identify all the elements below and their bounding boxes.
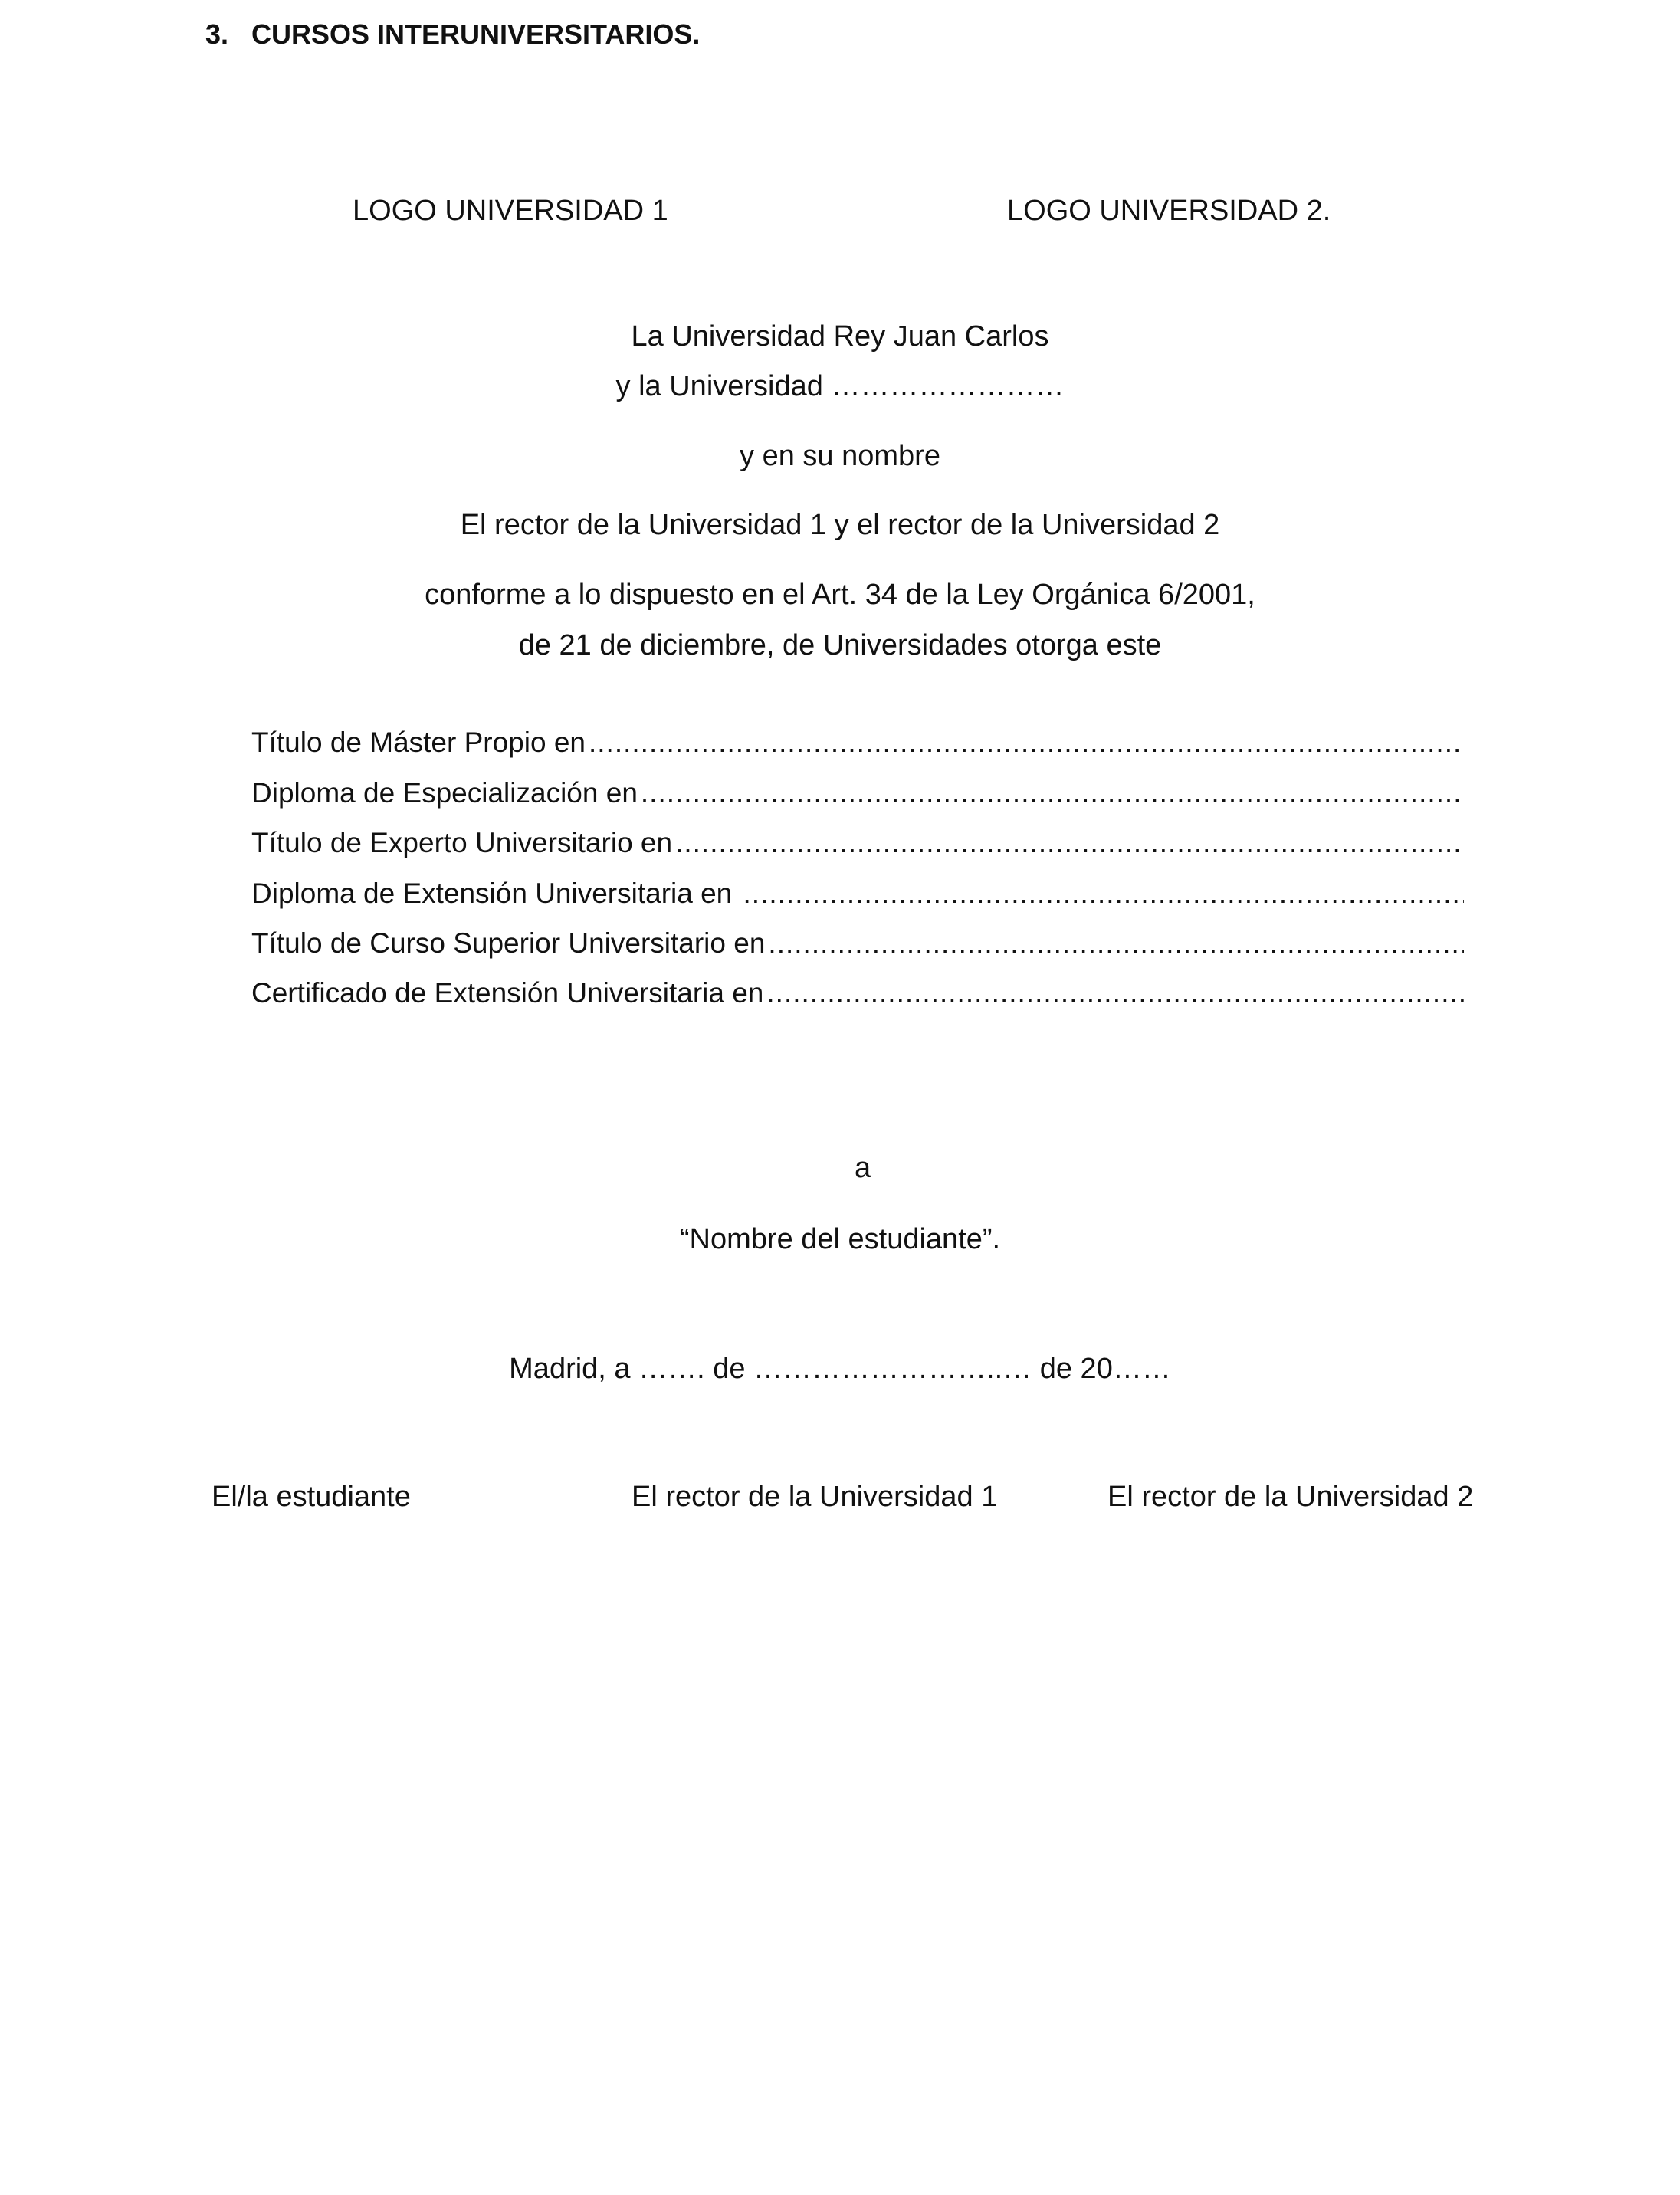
- section-title: CURSOS INTERUNIVERSITARIOS.: [251, 18, 701, 50]
- body-line-rectors: El rector de la Universidad 1 y el rector de la Universidad 2: [460, 509, 1220, 541]
- title-option-label: Título de Experto Universitario en: [251, 828, 673, 858]
- title-option-master: [251, 728, 1464, 760]
- title-option-label: Certificado de Extensión Universitaria en: [251, 979, 764, 1009]
- dot-leader: [589, 728, 1464, 756]
- dot-leader: [675, 828, 1464, 857]
- body-line-university-2: y la Universidad ……………………: [615, 370, 1065, 402]
- logo-university-1: LOGO UNIVERSIDAD 1: [353, 195, 668, 227]
- title-option-label: Título de Máster Propio en: [251, 728, 586, 758]
- title-option-extension-diploma: [251, 879, 1464, 911]
- dot-leader: [768, 929, 1464, 957]
- logo-university-2: LOGO UNIVERSIDAD 2.: [1007, 195, 1331, 227]
- title-option-label: Diploma de Especialización en: [251, 779, 638, 809]
- student-name: “Nombre del estudiante”.: [679, 1223, 1001, 1255]
- section-number: 3.: [205, 18, 229, 50]
- body-line-on-behalf: y en su nombre: [740, 440, 940, 472]
- dot-leader: [743, 879, 1464, 907]
- date-line: Madrid, a ……. de ……………………..… de 20……: [509, 1353, 1171, 1385]
- title-option-label: Título de Curso Superior Universitario en: [251, 929, 766, 959]
- recipient-prefix: a: [855, 1152, 871, 1184]
- signature-rector-1: El rector de la Universidad 1: [632, 1481, 998, 1513]
- title-option-extension-certificado: [251, 979, 1464, 1011]
- signature-student: El/la estudiante: [212, 1481, 411, 1513]
- title-option-curso-superior: [251, 929, 1464, 961]
- dot-leader: [766, 979, 1464, 1007]
- title-option-especializacion: [251, 779, 1464, 811]
- section-heading: [205, 18, 700, 51]
- body-line-grants: de 21 de diciembre, de Universidades otorga este: [518, 629, 1162, 661]
- body-line-legal-basis: conforme a lo dispuesto en el Art. 34 de la Ley Orgánica 6/2001,: [425, 579, 1255, 611]
- body-line-university-rjc: La Universidad Rey Juan Carlos: [631, 320, 1049, 353]
- signature-rector-2: El rector de la Universidad 2: [1107, 1481, 1474, 1513]
- dot-leader: [641, 779, 1464, 807]
- title-option-label: Diploma de Extensión Universitaria en: [251, 879, 740, 909]
- title-option-experto: [251, 828, 1464, 861]
